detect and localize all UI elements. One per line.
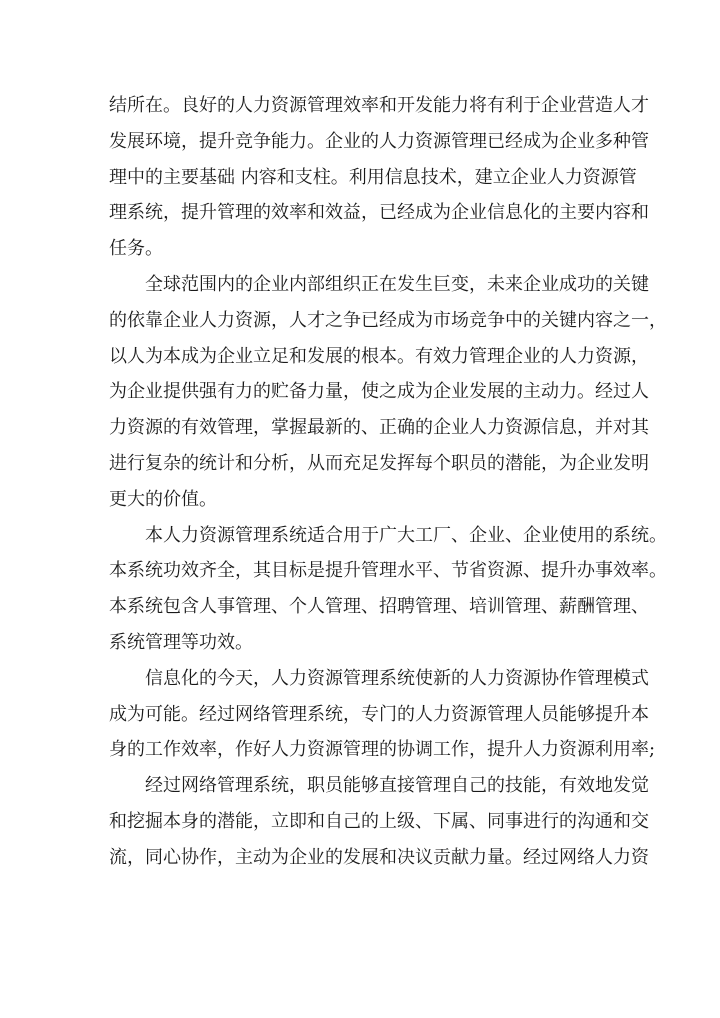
text-line: 结所在。良好的人力资源管理效率和开发能力将有利于企业营造人才 (109, 95, 649, 116)
text-line: 全球范围内的企业内部组织正在发生巨变，未来企业成功的关键 (145, 273, 649, 295)
paragraph-2 (109, 267, 667, 518)
text-line: 本系统功效齐全，其目标是提升管理水平、节省资源、提升办事效率。 (109, 560, 667, 582)
text-line: 力资源的有效管理，掌握最新的、正确的企业人力资源信息，并对其 (109, 417, 649, 439)
text-line: 更大的价值。 (109, 488, 217, 510)
text-line: 发展环境，提升竞争能力。企业的人力资源管理已经成为企业多种管 (109, 130, 649, 152)
text-line: 和挖掘本身的潜能，立即和自己的上级、下属、同事进行的沟通和交 (109, 810, 649, 832)
text-line: 本人力资源管理系统适合用于广大工厂、企业、企业使用的系统。 (145, 524, 667, 546)
paragraph-3 (109, 518, 667, 661)
text-line: 进行复杂的统计和分析，从而充足发挥每个职员的潜能，为企业发明 (109, 452, 649, 474)
text-line: 身的工作效率，作好人力资源管理的协调工作，提升人力资源利用率; (109, 739, 656, 761)
text-line: 流，同心协作，主动为企业的发展和决议贡献力量。经过网络人力资 (109, 846, 649, 868)
text-line: 为企业提供强有力的贮备力量，使之成为企业发展的主动力。经过人 (109, 381, 649, 403)
paragraph-4 (109, 661, 656, 768)
text-line: 信息化的今天，人力资源管理系统使新的人力资源协作管理模式 (145, 667, 649, 689)
text-line: 系统管理等功效。 (109, 631, 253, 653)
text-line: 本系统包含人事管理、个人管理、招聘管理、培训管理、薪酬管理、 (109, 596, 649, 618)
text-line: 经过网络管理系统，职员能够直接管理自己的技能，有效地发觉 (145, 775, 649, 797)
text-line: 理中的主要基础 内容和支柱。利用信息技术，建立企业人力资源管 (109, 166, 637, 188)
text-line: 的依靠企业人力资源，人才之争已经成为市场竞争中的关键内容之一， (109, 309, 667, 331)
paragraph-1 (109, 88, 649, 267)
text-line: 以人为本成为企业立足和发展的根本。有效力管理企业的人力资源， (109, 345, 649, 367)
text-line: 理系统，提升管理的效率和效益，已经成为企业信息化的主要内容和 (109, 202, 649, 224)
paragraph-5 (109, 768, 649, 875)
text-line: 任务。 (109, 238, 163, 260)
text-line: 成为可能。经过网络管理系统，专门的人力资源管理人员能够提升本 (109, 703, 649, 725)
document-body (109, 88, 667, 876)
